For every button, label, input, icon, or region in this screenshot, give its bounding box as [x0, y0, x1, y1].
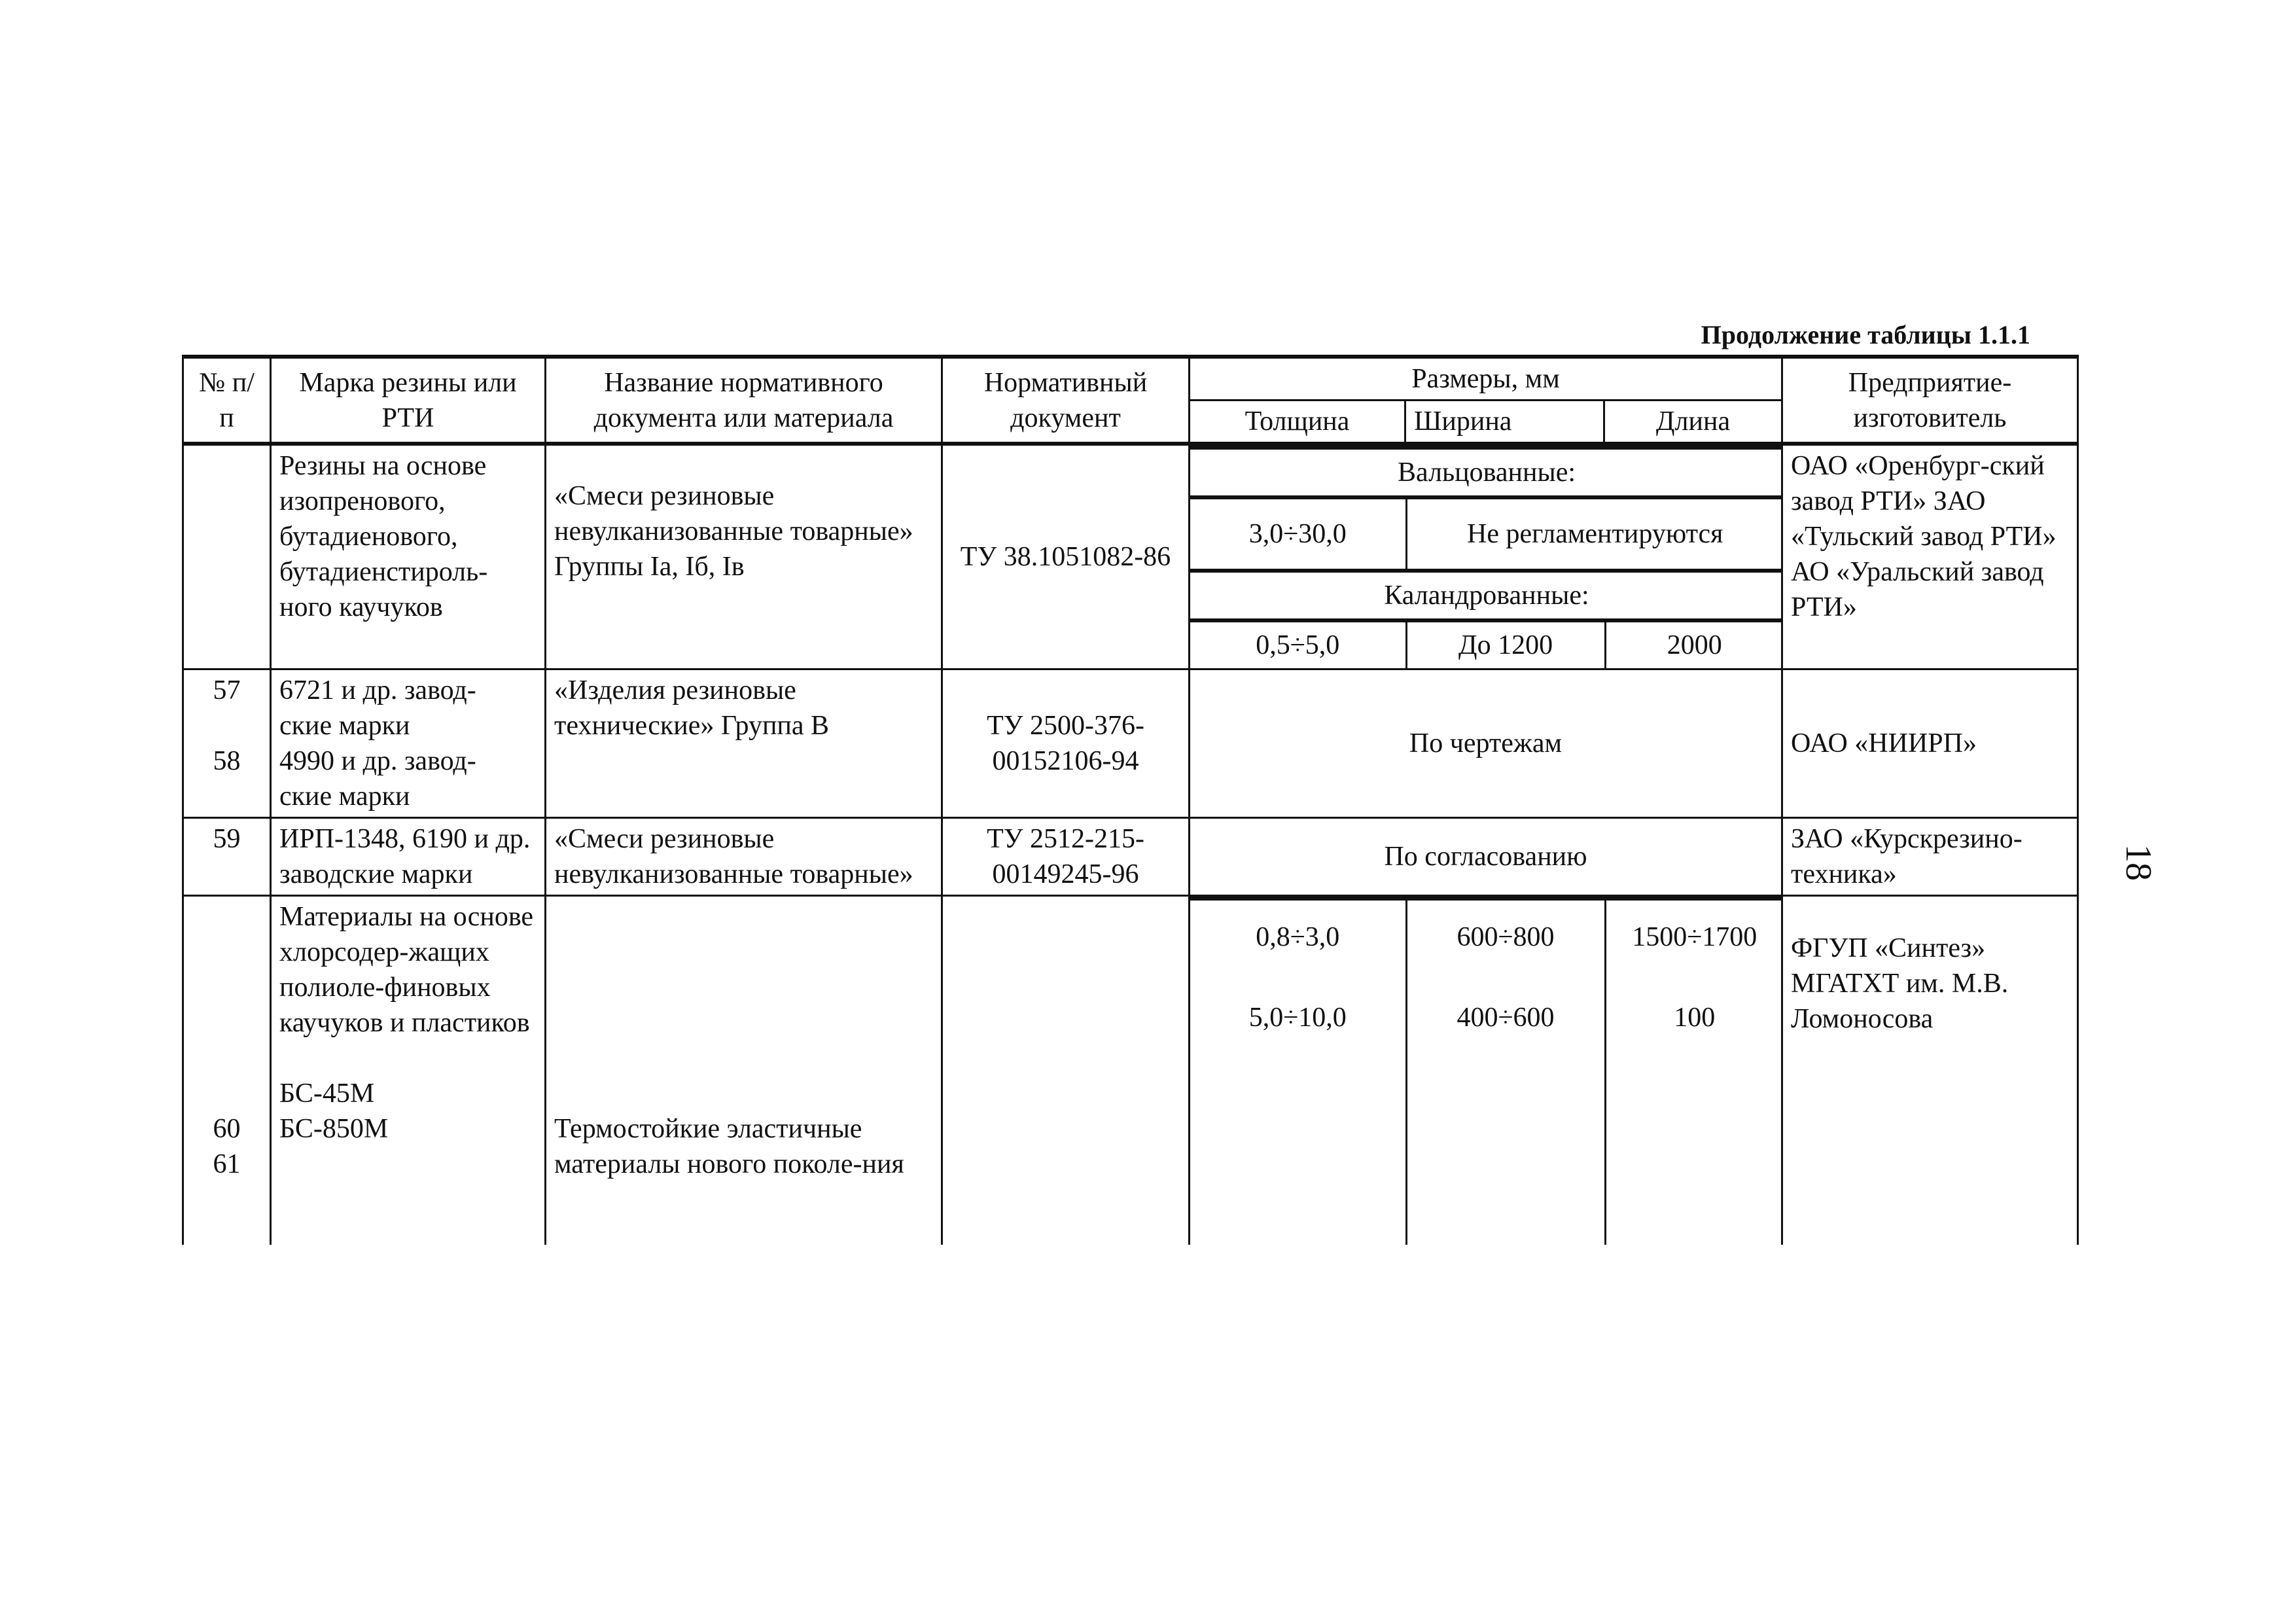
row-num: 60 [213, 1114, 241, 1144]
dim-length: 1500÷1700 [1605, 899, 1783, 974]
row-mark: ИРП-1348, 6190 и др. заводские марки [279, 824, 531, 889]
row-norm-doc [942, 896, 1190, 1245]
row-maker: ФГУП «Синтез» МГАТХТ им. М.В. Ломоносова [1782, 896, 2078, 1245]
dims-subtable [1190, 446, 1783, 668]
row-num [192, 448, 262, 484]
header-width: Ширина [1405, 401, 1604, 444]
calendered-thickness: 0,5÷5,0 [1190, 620, 1406, 668]
row-maker: ЗАО «Курскрезино-техника» [1782, 818, 2078, 896]
rolled-other: Не регламентируются [1406, 497, 1783, 571]
dim-width: 600÷800 [1406, 899, 1605, 974]
dims-subtable [1190, 897, 1783, 1245]
row-maker: ОАО «Оренбург-ский завод РТИ» ЗАО «Тульский завод РТИ» АО «Уральский завод РТИ» [1782, 444, 2078, 669]
header-norm-doc: Нормативный документ [942, 357, 1190, 444]
dim-length: 100 [1674, 1003, 1716, 1033]
rolled-label: Вальцованные: [1190, 448, 1783, 497]
header-row [183, 357, 2078, 401]
row-norm-doc: ТУ 2500-376-00152106-94 [942, 669, 1190, 818]
row-mark: ские марки [279, 781, 410, 812]
row-mark: 4990 и др. завод- [279, 746, 476, 776]
dim-width: 400÷600 [1406, 974, 1605, 1077]
calendered-length: 2000 [1605, 620, 1783, 668]
row-mark-cell [271, 896, 546, 1245]
row-sizes: По согласованию [1190, 818, 1782, 896]
header-mark: Марка резины или РТИ [271, 357, 546, 444]
table-row [183, 896, 2078, 1245]
page-number: 18 [2118, 844, 2159, 881]
calendered-width: До 1200 [1406, 620, 1605, 668]
rolled-thickness: 3,0÷30,0 [1190, 497, 1406, 571]
row-dims [1190, 444, 1782, 669]
materials-table [182, 355, 2079, 1245]
table-caption: Продолжение таблицы 1.1.1 [1701, 320, 2030, 349]
row-mark: БС-850М [279, 1114, 389, 1144]
row-mark: 6721 и др. завод- [279, 675, 476, 705]
row-maker: ОАО «НИИРП» [1782, 669, 2078, 818]
row-num [192, 708, 262, 743]
row-group-mark: Материалы на основе хлорсодер-жащих полиоле-финовых каучуков и пластиков [279, 902, 534, 1038]
table-row [183, 818, 2078, 896]
row-num-cell [183, 818, 271, 896]
row-norm-doc: ТУ 38.1051082-86 [942, 444, 1190, 669]
row-num-cell [183, 669, 271, 818]
row-num-cell [183, 896, 271, 1245]
row-num-cell [183, 444, 271, 669]
row-mark: Резины на основе изопренового, бутадиенового, бутадиенстироль-ного каучуков [279, 451, 488, 622]
row-norm-doc: ТУ 2512-215-00149245-96 [942, 818, 1190, 896]
row-mark: ские марки [279, 711, 410, 741]
header-sizes: Размеры, мм [1190, 357, 1782, 401]
row-mark-cell [271, 818, 546, 896]
table-row [183, 669, 2078, 818]
row-num: 61 [213, 1149, 241, 1179]
row-num: 58 [213, 746, 241, 776]
dim-thickness: 5,0÷10,0 [1190, 974, 1406, 1077]
row-num [192, 779, 262, 814]
row-num: 59 [213, 824, 241, 854]
row-doc-name: «Смеси резиновые невулканизованные товарные» Группы Iа, Iб, Iв [546, 444, 942, 669]
row-mark: БС-45М [279, 1079, 375, 1109]
header-doc-name: Название нормативного документа или материала [546, 357, 942, 444]
row-mark-cell [271, 669, 546, 818]
header-num: № п/п [183, 357, 271, 444]
calendered-label: Каландрованные: [1190, 571, 1783, 620]
row-doc-name: Термостойкие эластичные материалы нового поколе-ния [546, 896, 942, 1245]
dim-thickness: 0,8÷3,0 [1190, 899, 1406, 974]
row-num: 57 [213, 675, 241, 705]
row-sizes: По чертежам [1190, 669, 1782, 818]
header-thickness: Толщина [1190, 401, 1405, 444]
table-row [183, 444, 2078, 669]
row-doc-name: «Изделия резиновые технические» Группа В [546, 669, 942, 818]
header-maker: Предприятие-изготовитель [1782, 357, 2078, 444]
row-doc-name: «Смеси резиновые невулканизованные товарные» [546, 818, 942, 896]
header-length: Длина [1604, 401, 1782, 444]
row-dims [1190, 896, 1782, 1245]
row-mark-cell [271, 444, 546, 669]
